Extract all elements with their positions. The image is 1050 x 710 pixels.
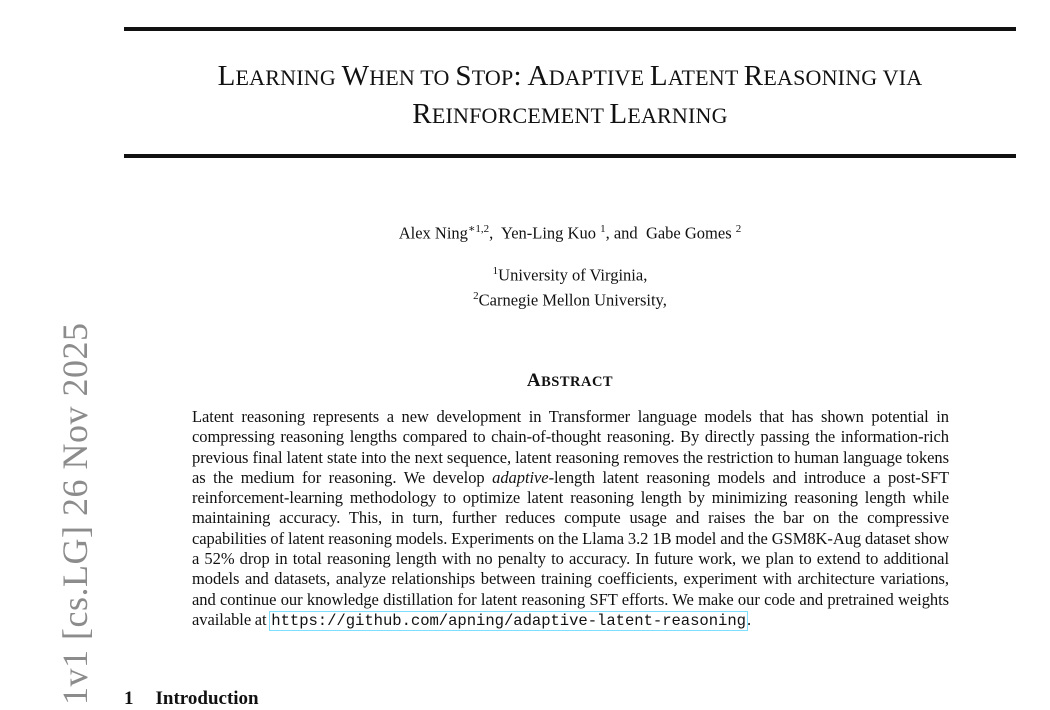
title-segment: R (412, 98, 432, 130)
author-list (124, 222, 1016, 244)
author-name: Yen-Ling Kuo (500, 223, 596, 243)
section-heading-introduction (124, 688, 259, 710)
author-affiliation-marker: 2 (735, 223, 742, 235)
title-segment: S (455, 60, 472, 92)
title-segment: R (743, 60, 764, 92)
abstract-heading (124, 370, 1016, 392)
title-segment: HEN TO (369, 65, 456, 90)
title-segment: L (217, 60, 236, 92)
arxiv-identifier-stamp: 1v1 [cs.LG] 26 Nov 2025 (55, 322, 95, 705)
author-name: Gabe Gomes (645, 223, 732, 243)
title-segment: W (341, 60, 370, 92)
author-separator: , (489, 223, 494, 243)
abstract-paragraph (192, 407, 949, 631)
affiliation-name: Carnegie Mellon University, (478, 290, 667, 309)
title-line-2 (124, 96, 1016, 134)
affiliation-name: University of Virginia, (498, 265, 648, 285)
author-separator: , and (605, 223, 638, 243)
affiliation-item (124, 261, 1016, 286)
title-segment: TOP (471, 65, 514, 90)
abstract-heading-rest: BSTRACT (541, 374, 614, 390)
abstract-text: Latent reasoning represents a new development in Transformer language models that has shown potential in compressing reasoning lengths compared to chain-of-thought reasoning. By directly passing the information-rich previous final latent state into the next sequence, latent reasoning removes the restriction to human language tokens as the medium for reasoning. We develop (192, 407, 949, 487)
title-segment: EARNING (627, 103, 728, 128)
title-segment: EINFORCEMENT (431, 103, 610, 128)
title-segment: ATENT (667, 65, 744, 90)
affiliation-marker: 1 (492, 265, 499, 277)
title-segment: L (609, 98, 628, 130)
abstract-emphasis: adaptive (492, 467, 549, 487)
title-segment: : A (513, 60, 549, 92)
author-affiliation-marker: 1 (600, 223, 606, 235)
affiliation-marker: 2 (473, 289, 479, 302)
title-segment: EASONING VIA (763, 65, 923, 90)
abstract-text: . (746, 609, 752, 629)
abstract-heading-initial: A (526, 370, 542, 391)
affiliation-list (124, 261, 1016, 310)
title-top-rule (124, 27, 1016, 31)
abstract-text: -length latent reasoning models and introduce a post-SFT reinforcement-learning methodology to optimize latent reasoning length by minimizing reasoning length while maintaining accuracy. This, in turn, further reduces compute usage and raises the bar on the compressive capabilities of latent reasoning models. Experiments on the Llama 3.2 1B model and the GSM8K-Aug dataset show a 52% drop in total reasoning length with no penalty to accuracy. In future work, we plan to extend to additional models and datasets, analyze relationships between training coefficients, experiment with architecture variations, and continue our knowledge distillation for latent reasoning SFT efforts. We make our code and pretrained weights available at (192, 467, 949, 629)
author-name: Alex Ning (398, 223, 468, 243)
title-segment: EARNING (235, 65, 342, 90)
github-repo-link[interactable]: https://github.com/apning/adaptive-latent-reasoning (271, 611, 746, 630)
paper-title (124, 58, 1016, 134)
author-affiliation-marker: ∗1,2 (467, 223, 490, 235)
title-line-1 (124, 58, 1016, 96)
section-title: Introduction (155, 688, 259, 709)
section-number: 1 (124, 688, 134, 709)
title-segment: L (649, 60, 668, 92)
affiliation-item (124, 286, 1016, 311)
abstract-body (192, 407, 949, 631)
title-segment: DAPTIVE (548, 65, 650, 90)
title-bottom-rule (124, 154, 1016, 158)
